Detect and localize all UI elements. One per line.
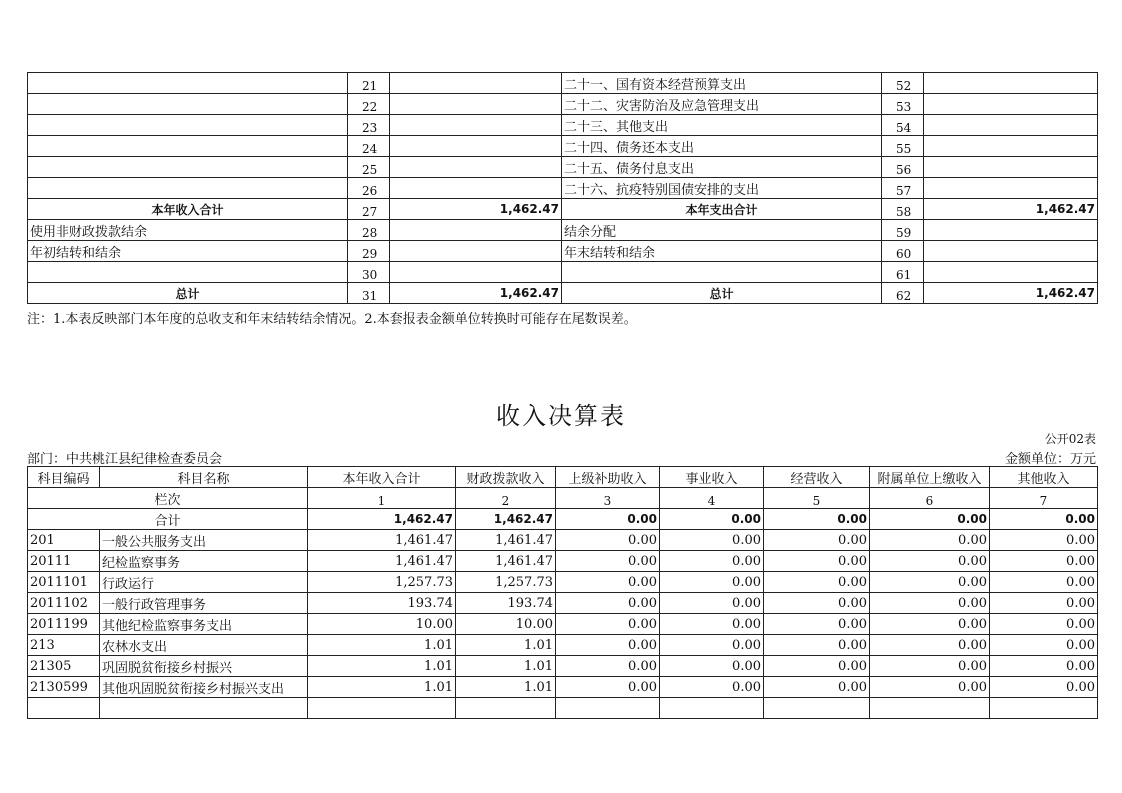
right-amount: [924, 157, 1098, 178]
column-header: 事业收入: [660, 467, 764, 488]
empty-row: [28, 698, 1098, 719]
table-row: [28, 220, 1098, 241]
column-number: 2: [456, 488, 556, 509]
empty-cell: [456, 698, 556, 719]
amount-cell: 0.00: [660, 551, 764, 572]
amount-cell: 0.00: [870, 635, 990, 656]
right-item-label: 总计: [562, 283, 882, 304]
right-amount: 1,462.47: [924, 283, 1098, 304]
amount-cell: 0.00: [660, 530, 764, 551]
left-line-number: 23: [348, 115, 390, 136]
left-line-number: 26: [348, 178, 390, 199]
table-row: [28, 530, 1098, 551]
left-item-label: [28, 115, 348, 136]
total-value: 1,462.47: [456, 509, 556, 530]
empty-cell: [764, 698, 870, 719]
subject-code: 2011102: [28, 593, 100, 614]
subject-name: 纪检监察事务: [100, 551, 308, 572]
left-item-label: 使用非财政拨款结余: [28, 220, 348, 241]
right-item-label: 二十一、国有资本经营预算支出: [562, 73, 882, 94]
amount-cell: 0.00: [660, 572, 764, 593]
left-item-label: [28, 136, 348, 157]
amount-cell: 0.00: [870, 572, 990, 593]
column-number: 4: [660, 488, 764, 509]
amount-cell: 1,257.73: [456, 572, 556, 593]
amount-cell: 0.00: [870, 593, 990, 614]
table-note: 注：1.本表反映部门本年度的总收支和年末结转结余情况。2.本套报表金额单位转换时可能存在尾数误差。: [27, 312, 637, 327]
amount-cell: 1,461.47: [308, 551, 456, 572]
subject-name: 其他巩固脱贫衔接乡村振兴支出: [100, 677, 308, 698]
amount-cell: 0.00: [870, 656, 990, 677]
amount-cell: 0.00: [990, 530, 1098, 551]
left-amount: 1,462.47: [390, 283, 562, 304]
amount-cell: 0.00: [556, 656, 660, 677]
amount-cell: 10.00: [308, 614, 456, 635]
table-row: [28, 677, 1098, 698]
subject-name: 其他纪检监察事务支出: [100, 614, 308, 635]
amount-cell: 1.01: [308, 677, 456, 698]
column-number-label: 栏次: [28, 488, 308, 509]
total-value: 0.00: [990, 509, 1098, 530]
left-amount: [390, 115, 562, 136]
header-row: [28, 467, 1098, 488]
right-amount: [924, 136, 1098, 157]
left-item-label: [28, 94, 348, 115]
total-value: 0.00: [660, 509, 764, 530]
amount-cell: 0.00: [660, 614, 764, 635]
amount-cell: 0.00: [764, 572, 870, 593]
table-row: [28, 572, 1098, 593]
left-line-number: 24: [348, 136, 390, 157]
amount-cell: 1.01: [308, 656, 456, 677]
amount-cell: 0.00: [764, 614, 870, 635]
column-header: 科目名称: [100, 467, 308, 488]
table-row: [28, 593, 1098, 614]
column-number: 7: [990, 488, 1098, 509]
subject-name: 行政运行: [100, 572, 308, 593]
right-line-number: 54: [882, 115, 924, 136]
amount-cell: 0.00: [764, 551, 870, 572]
table-row: [28, 241, 1098, 262]
total-row: [28, 509, 1098, 530]
right-item-label: 二十六、抗疫特别国债安排的支出: [562, 178, 882, 199]
subject-code: 213: [28, 635, 100, 656]
column-header: 科目编码: [28, 467, 100, 488]
amount-cell: 0.00: [764, 656, 870, 677]
table-row: [28, 157, 1098, 178]
amount-cell: 0.00: [556, 635, 660, 656]
amount-cell: 1,461.47: [456, 551, 556, 572]
right-item-label: 年末结转和结余: [562, 241, 882, 262]
table-row: [28, 551, 1098, 572]
left-amount: [390, 136, 562, 157]
amount-cell: 0.00: [556, 677, 660, 698]
table-row: [28, 614, 1098, 635]
left-item-label: [28, 178, 348, 199]
right-item-label: 结余分配: [562, 220, 882, 241]
amount-cell: 0.00: [556, 614, 660, 635]
amount-cell: 0.00: [660, 677, 764, 698]
right-line-number: 60: [882, 241, 924, 262]
column-header: 财政拨款收入: [456, 467, 556, 488]
subject-name: 巩固脱贫衔接乡村振兴: [100, 656, 308, 677]
subject-code: 21305: [28, 656, 100, 677]
amount-cell: 0.00: [556, 593, 660, 614]
table-row: [28, 656, 1098, 677]
amount-cell: 0.00: [990, 677, 1098, 698]
right-line-number: 62: [882, 283, 924, 304]
left-line-number: 31: [348, 283, 390, 304]
summary-table: [27, 72, 1098, 304]
amount-unit-label: 金额单位：万元: [1004, 452, 1096, 467]
column-header: 附属单位上缴收入: [870, 467, 990, 488]
right-item-label: 二十二、灾害防治及应急管理支出: [562, 94, 882, 115]
amount-cell: 0.00: [990, 656, 1098, 677]
amount-cell: 0.00: [764, 530, 870, 551]
column-number-row: [28, 488, 1098, 509]
right-item-label: [562, 262, 882, 283]
table-row: [28, 178, 1098, 199]
amount-cell: 0.00: [990, 551, 1098, 572]
column-header: 其他收入: [990, 467, 1098, 488]
amount-cell: 1.01: [456, 656, 556, 677]
form-number: 公开02表: [1044, 432, 1096, 446]
left-amount: [390, 220, 562, 241]
right-item-label: 二十五、债务付息支出: [562, 157, 882, 178]
column-number: 1: [308, 488, 456, 509]
column-number: 5: [764, 488, 870, 509]
total-value: 0.00: [870, 509, 990, 530]
amount-cell: 0.00: [660, 593, 764, 614]
amount-cell: 0.00: [556, 572, 660, 593]
right-line-number: 59: [882, 220, 924, 241]
amount-cell: 10.00: [456, 614, 556, 635]
empty-cell: [990, 698, 1098, 719]
total-value: 0.00: [556, 509, 660, 530]
left-line-number: 22: [348, 94, 390, 115]
table-row: [28, 136, 1098, 157]
table-row: [28, 199, 1098, 220]
right-line-number: 61: [882, 262, 924, 283]
amount-cell: 1.01: [308, 635, 456, 656]
empty-cell: [660, 698, 764, 719]
left-amount: [390, 241, 562, 262]
left-line-number: 21: [348, 73, 390, 94]
left-line-number: 30: [348, 262, 390, 283]
left-amount: 1,462.47: [390, 199, 562, 220]
amount-cell: 193.74: [308, 593, 456, 614]
left-amount: [390, 262, 562, 283]
column-header: 上级补助收入: [556, 467, 660, 488]
amount-cell: 0.00: [660, 635, 764, 656]
amount-cell: 1,461.47: [308, 530, 456, 551]
right-item-label: 本年支出合计: [562, 199, 882, 220]
left-item-label: [28, 157, 348, 178]
total-value: 0.00: [764, 509, 870, 530]
right-item-label: 二十四、债务还本支出: [562, 136, 882, 157]
income-table: [27, 466, 1098, 719]
department-label: 部门：中共桃江县纪律检查委员会: [27, 452, 223, 467]
amount-cell: 0.00: [556, 551, 660, 572]
column-number: 3: [556, 488, 660, 509]
right-line-number: 53: [882, 94, 924, 115]
amount-cell: 1,257.73: [308, 572, 456, 593]
table-row: [28, 115, 1098, 136]
right-amount: [924, 262, 1098, 283]
right-amount: [924, 115, 1098, 136]
amount-cell: 0.00: [556, 530, 660, 551]
page-title: 收入决算表: [496, 402, 626, 430]
amount-cell: 0.00: [764, 635, 870, 656]
left-line-number: 28: [348, 220, 390, 241]
subject-code: 201: [28, 530, 100, 551]
amount-cell: 0.00: [990, 614, 1098, 635]
left-line-number: 25: [348, 157, 390, 178]
right-amount: [924, 94, 1098, 115]
subject-code: 2011101: [28, 572, 100, 593]
right-amount: [924, 241, 1098, 262]
right-line-number: 56: [882, 157, 924, 178]
amount-cell: 0.00: [870, 551, 990, 572]
right-amount: 1,462.47: [924, 199, 1098, 220]
left-line-number: 29: [348, 241, 390, 262]
right-line-number: 52: [882, 73, 924, 94]
subject-code: 20111: [28, 551, 100, 572]
subject-code: 2011199: [28, 614, 100, 635]
amount-cell: 0.00: [660, 656, 764, 677]
left-amount: [390, 94, 562, 115]
table-row: [28, 283, 1098, 304]
total-label: 合计: [28, 509, 308, 530]
subject-name: 农林水支出: [100, 635, 308, 656]
amount-cell: 0.00: [870, 530, 990, 551]
subject-name: 一般行政管理事务: [100, 593, 308, 614]
total-value: 1,462.47: [308, 509, 456, 530]
column-header: 经营收入: [764, 467, 870, 488]
amount-cell: 0.00: [870, 614, 990, 635]
left-item-label: 总计: [28, 283, 348, 304]
empty-cell: [870, 698, 990, 719]
right-amount: [924, 220, 1098, 241]
column-number: 6: [870, 488, 990, 509]
amount-cell: 1,461.47: [456, 530, 556, 551]
left-amount: [390, 157, 562, 178]
right-amount: [924, 73, 1098, 94]
empty-cell: [100, 698, 308, 719]
table-row: [28, 73, 1098, 94]
right-amount: [924, 178, 1098, 199]
table-row: [28, 635, 1098, 656]
subject-code: 2130599: [28, 677, 100, 698]
amount-cell: 0.00: [990, 572, 1098, 593]
right-item-label: 二十三、其他支出: [562, 115, 882, 136]
left-line-number: 27: [348, 199, 390, 220]
column-header: 本年收入合计: [308, 467, 456, 488]
table-row: [28, 262, 1098, 283]
amount-cell: 0.00: [764, 593, 870, 614]
empty-cell: [28, 698, 100, 719]
left-amount: [390, 178, 562, 199]
left-item-label: [28, 262, 348, 283]
right-line-number: 55: [882, 136, 924, 157]
amount-cell: 0.00: [990, 593, 1098, 614]
left-amount: [390, 73, 562, 94]
left-item-label: [28, 73, 348, 94]
subject-name: 一般公共服务支出: [100, 530, 308, 551]
empty-cell: [308, 698, 456, 719]
table-row: [28, 94, 1098, 115]
amount-cell: 0.00: [990, 635, 1098, 656]
right-line-number: 58: [882, 199, 924, 220]
empty-cell: [556, 698, 660, 719]
amount-cell: 1.01: [456, 677, 556, 698]
amount-cell: 193.74: [456, 593, 556, 614]
right-line-number: 57: [882, 178, 924, 199]
amount-cell: 0.00: [764, 677, 870, 698]
left-item-label: 本年收入合计: [28, 199, 348, 220]
left-item-label: 年初结转和结余: [28, 241, 348, 262]
amount-cell: 0.00: [870, 677, 990, 698]
amount-cell: 1.01: [456, 635, 556, 656]
